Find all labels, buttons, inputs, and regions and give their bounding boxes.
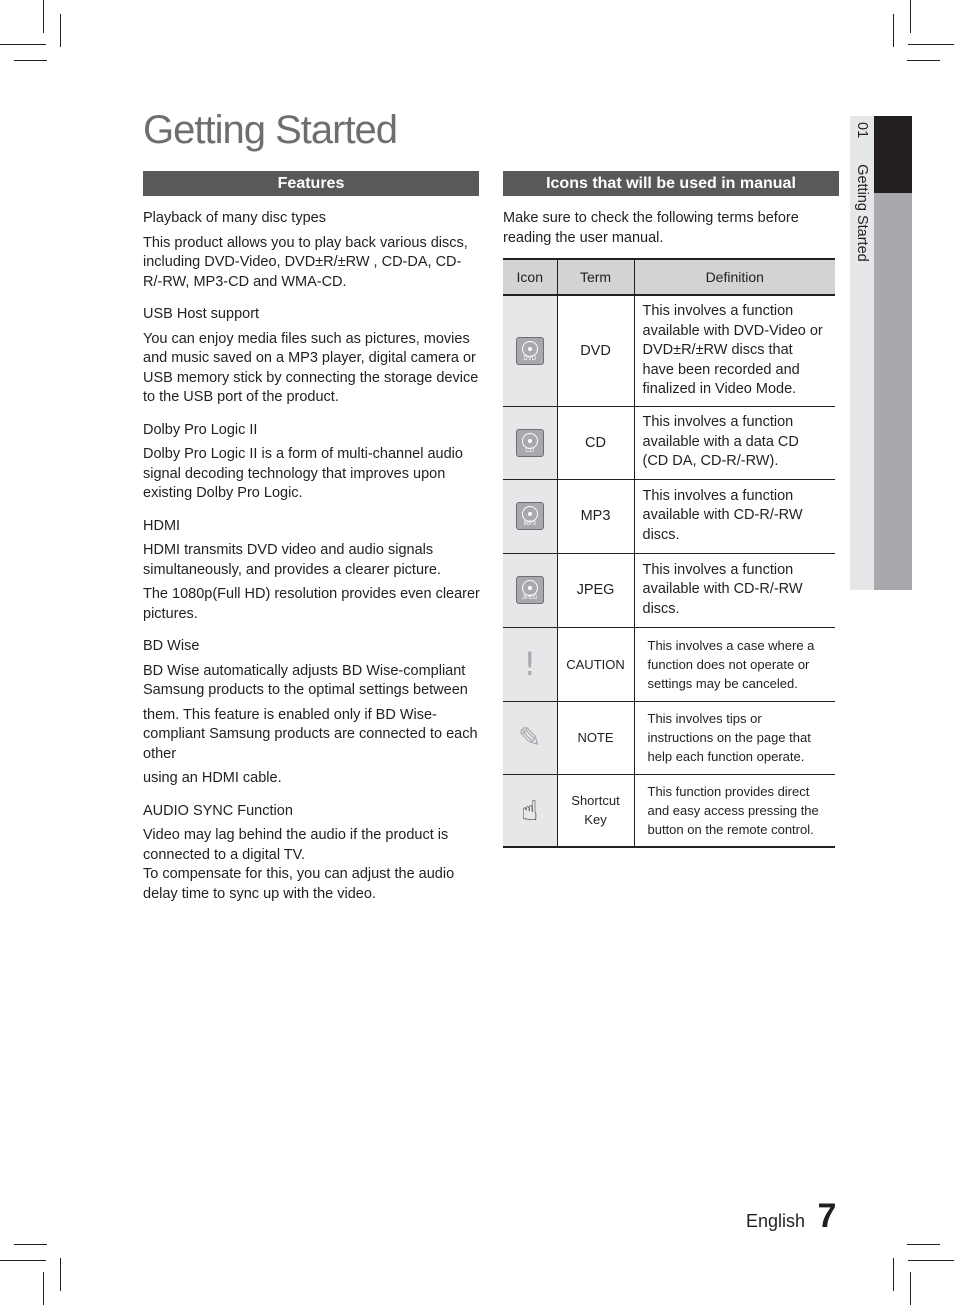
feature-section xyxy=(143,421,480,504)
icon-cell xyxy=(503,627,557,701)
definition-cell: This involves a case where a function does not operate or settings may be canceled. xyxy=(634,627,835,701)
table-row xyxy=(503,553,835,627)
definition-cell: This involves a function available with CD-R/-RW discs. xyxy=(634,479,835,553)
feature-section xyxy=(143,209,480,292)
column-header-definition: Definition xyxy=(634,259,835,295)
features-heading: Features xyxy=(143,171,479,196)
mp3-disc-icon xyxy=(516,502,544,530)
crop-mark xyxy=(14,60,47,61)
feature-title: BD Wise xyxy=(143,638,200,654)
feature-title: Playback of many disc types xyxy=(143,210,326,226)
chapter-number: 01 xyxy=(854,122,870,139)
feature-title: HDMI xyxy=(143,517,181,534)
chapter-side-label xyxy=(850,116,874,422)
feature-text: using an HDMI cable. xyxy=(143,770,282,786)
shortcut-hand-icon: ☝ xyxy=(521,793,539,827)
feature-title: Dolby Pro Logic II xyxy=(143,421,258,438)
icon-cell xyxy=(503,479,557,553)
feature-text: This product allows you to play back various discs, including DVD-Video, DVD±R/±RW , CD-DA, CD-R/-RW, MP3-CD and WMA-CD. xyxy=(143,234,468,290)
table-row xyxy=(503,774,835,847)
feature-text: them. This feature is enabled only if BD Wise-compliant Samsung products are connected to each other xyxy=(143,706,478,762)
crop-mark xyxy=(60,1258,61,1291)
term-cell: CAUTION xyxy=(557,627,634,701)
icons-table xyxy=(503,258,835,848)
feature-text: HDMI transmits DVD video and audio signals simultaneously, and provides a clearer picture. xyxy=(143,542,441,578)
footer-language: English xyxy=(746,1211,806,1231)
disc-icon-label: CD xyxy=(525,447,535,454)
column-header-term: Term xyxy=(557,259,634,295)
feature-text: Video may lag behind the audio if the product is connected to a digital TV. xyxy=(143,827,449,863)
table-row xyxy=(503,295,835,406)
crop-mark xyxy=(43,1272,44,1305)
feature-section xyxy=(143,802,480,905)
definition-cell: This function provides direct and easy access pressing the button on the remote control. xyxy=(634,774,835,847)
definition-cell: This involves a function available with CD-R/-RW discs. xyxy=(634,553,835,627)
crop-mark xyxy=(908,1260,954,1261)
feature-section xyxy=(143,305,480,408)
crop-mark xyxy=(908,44,954,45)
disc-icon-label: MP3 xyxy=(523,521,536,527)
icon-cell xyxy=(503,406,557,479)
feature-section xyxy=(143,637,480,789)
note-pencil-icon: ✎ xyxy=(518,721,542,754)
feature-text: Dolby Pro Logic II is a form of multi-channel audio signal decoding technology that improves upon existing Dolby Pro Logic. xyxy=(143,446,463,501)
crop-mark xyxy=(0,44,46,45)
page-footer xyxy=(746,1197,836,1236)
feature-title: USB Host support xyxy=(143,306,260,322)
crop-mark xyxy=(43,0,44,33)
crop-mark xyxy=(907,1244,940,1245)
caution-icon: ! xyxy=(523,645,537,683)
crop-mark xyxy=(893,1258,894,1291)
feature-text: The 1080p(Full HD) resolution provides even clearer pictures. xyxy=(143,586,480,622)
chapter-side-tab-marker xyxy=(874,116,912,193)
definition-cell: This involves tips or instructions on the page that help each function operate. xyxy=(634,701,835,774)
definition-cell: This involves a function available with DVD-Video or DVD±R/±RW discs that have been recorded and finalized in Video Mode. xyxy=(634,295,835,406)
table-row xyxy=(503,406,835,479)
crop-mark xyxy=(910,0,911,33)
jpeg-disc-icon xyxy=(516,576,544,604)
term-cell: CD xyxy=(557,406,634,479)
feature-text: To compensate for this, you can adjust the audio delay time to sync up with the video. xyxy=(143,866,455,902)
icon-cell xyxy=(503,295,557,406)
cd-disc-icon xyxy=(516,429,544,457)
table-row xyxy=(503,479,835,553)
crop-mark xyxy=(893,14,894,47)
feature-section xyxy=(143,517,480,625)
term-cell: Shortcut Key xyxy=(557,774,634,847)
icons-heading: Icons that will be used in manual xyxy=(503,171,839,196)
disc-icon-label: JPEG xyxy=(521,595,538,601)
feature-text: You can enjoy media files such as pictures, movies and music saved on a MP3 player, digital camera or USB memory stick by connecting the storage device to the USB port of the product. xyxy=(143,330,479,405)
icon-cell xyxy=(503,774,557,847)
feature-text: BD Wise automatically adjusts BD Wise-compliant Samsung products to the optimal settings between xyxy=(143,662,468,698)
icon-cell xyxy=(503,553,557,627)
chapter-name: Getting Started xyxy=(854,164,870,262)
icons-intro: Make sure to check the following terms before reading the user manual. xyxy=(503,210,799,246)
table-header-row xyxy=(503,259,835,295)
table-row xyxy=(503,627,835,701)
page-number: 7 xyxy=(817,1197,837,1235)
term-cell: JPEG xyxy=(557,553,634,627)
crop-mark xyxy=(14,1244,47,1245)
crop-mark xyxy=(907,60,940,61)
feature-title: AUDIO SYNC Function xyxy=(143,802,293,819)
disc-icon-label: DVD xyxy=(523,355,537,362)
features-column xyxy=(143,209,480,917)
column-header-icon: Icon xyxy=(503,259,557,295)
term-cell: MP3 xyxy=(557,479,634,553)
crop-mark xyxy=(60,14,61,47)
term-cell: DVD xyxy=(557,295,634,406)
page-title: Getting Started xyxy=(143,108,398,152)
dvd-disc-icon xyxy=(516,337,544,365)
crop-mark xyxy=(0,1260,46,1261)
definition-cell: This involves a function available with a data CD (CD DA, CD-R/-RW). xyxy=(634,406,835,479)
term-cell: NOTE xyxy=(557,701,634,774)
crop-mark xyxy=(910,1272,911,1305)
table-row xyxy=(503,701,835,774)
icon-cell xyxy=(503,701,557,774)
